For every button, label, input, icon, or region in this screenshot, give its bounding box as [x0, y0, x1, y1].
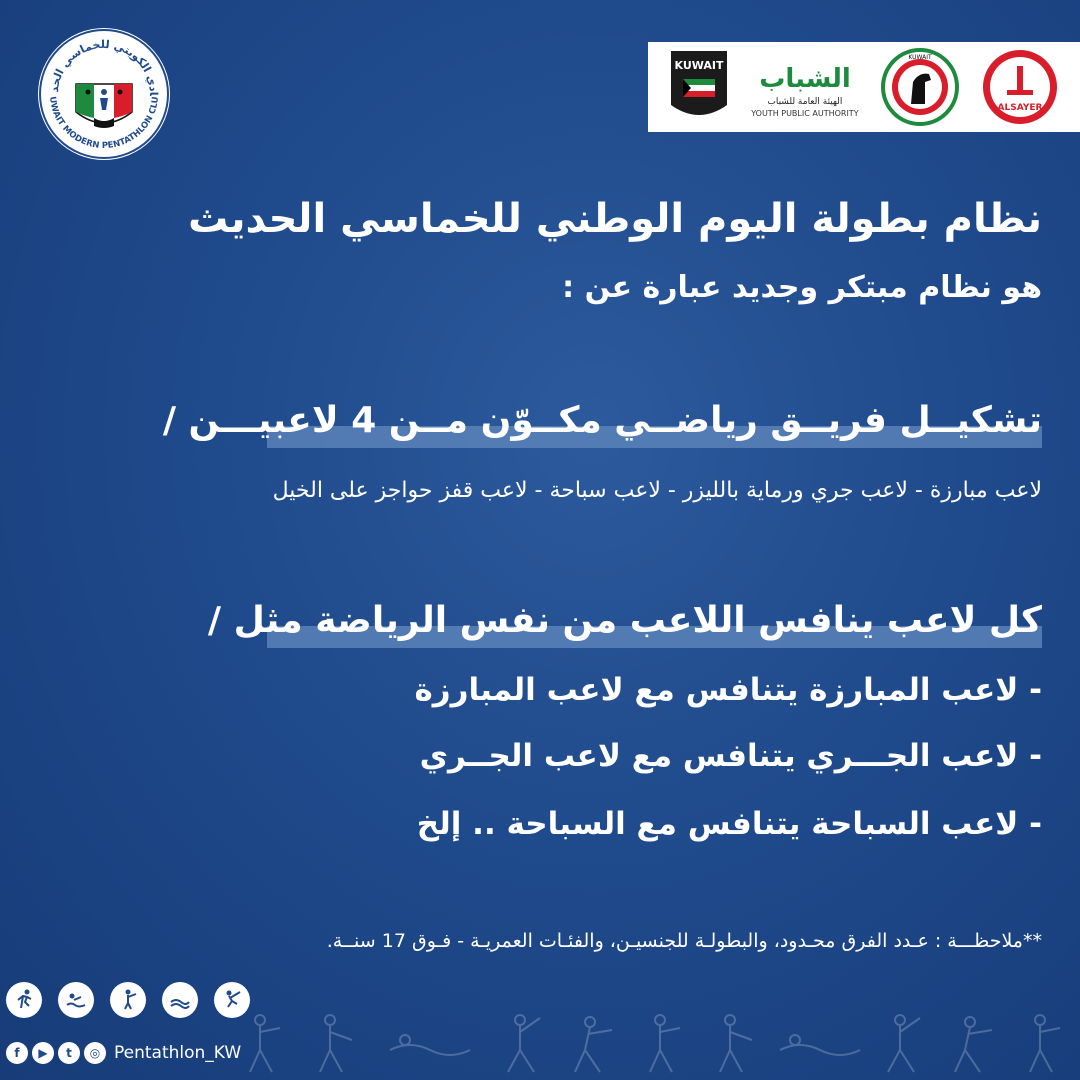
twitter-icon[interactable]: t [58, 1042, 80, 1064]
sponsor-kuwait-name: KUWAIT [674, 59, 724, 72]
instagram-icon[interactable]: ◎ [84, 1042, 106, 1064]
facebook-icon[interactable]: f [6, 1042, 28, 1064]
alsayer-icon [981, 48, 1059, 126]
youtube-icon[interactable]: ▶ [32, 1042, 54, 1064]
running-icon [6, 982, 42, 1018]
sponsor-youth-subtitle-en: YOUTH PUBLIC AUTHORITY [751, 108, 859, 118]
athlete-watermark [240, 1010, 1070, 1076]
club-logo [36, 26, 172, 162]
horse-club-icon [881, 48, 959, 126]
sponsor-horse-club [881, 48, 959, 126]
sponsor-youth-subtitle-ar: الهيئة العامة للشباب [767, 96, 843, 107]
bullet-item: - لاعب السباحة يتنافس مع السباحة .. إلخ [416, 806, 1042, 842]
kuwait-emblem-icon [669, 49, 729, 125]
social-handle[interactable]: Pentathlon_KW [114, 1043, 242, 1063]
fencing-icon [162, 982, 198, 1018]
section2-heading: كل لاعب ينافس اللاعب من نفس الرياضة مثل / [207, 600, 1042, 641]
social-bar [6, 1042, 241, 1064]
shooting-icon [110, 982, 146, 1018]
sponsor-kuwait [669, 48, 729, 126]
page-title: نظام بطولة اليوم الوطني للخماسي الحديث [188, 196, 1042, 242]
section1-body: لاعب مبارزة - لاعب جري ورماية بالليزر - لاعب سباحة - لاعب قفز حواجز على الخيل [272, 478, 1042, 503]
sponsor-youth-authority [751, 48, 858, 126]
bullet-item: - لاعب المبارزة يتنافس مع لاعب المبارزة [414, 672, 1042, 708]
note-text: **ملاحظـــة : عـدد الفرق محـدود، والبطولـة للجنسيـن، والفئـات العمريـة - فـوق 17 سنــة. [326, 930, 1042, 952]
sponsor-alsayer [981, 48, 1059, 126]
page-subtitle: هو نظام مبتكر وجديد عبارة عن : [562, 270, 1042, 305]
logo-arabic-name: ادي الكويتي للخماسي الحد [47, 37, 161, 96]
sponsor-bar [648, 42, 1080, 132]
section2-heading-block [207, 600, 1042, 648]
youth-authority-icon [759, 57, 851, 97]
section1-heading-block [162, 400, 1042, 448]
sponsor-horse-club-name: KUWAIT [908, 54, 932, 61]
logo-english-name: UWAIT MODERN PENTATHLON CLU [46, 96, 162, 152]
sponsor-alsayer-name: ALSAYER [997, 103, 1043, 113]
sponsor-youth-arabic: الشباب [759, 63, 851, 94]
section1-heading: تشكيــل فريــق رياضــي مكــوّن مــن 4 لاعبيـــن / [162, 400, 1042, 441]
sport-icons [6, 982, 250, 1018]
bullet-item: - لاعب الجـــري يتنافس مع لاعب الجــري [419, 738, 1042, 774]
swimming-icon [58, 982, 94, 1018]
